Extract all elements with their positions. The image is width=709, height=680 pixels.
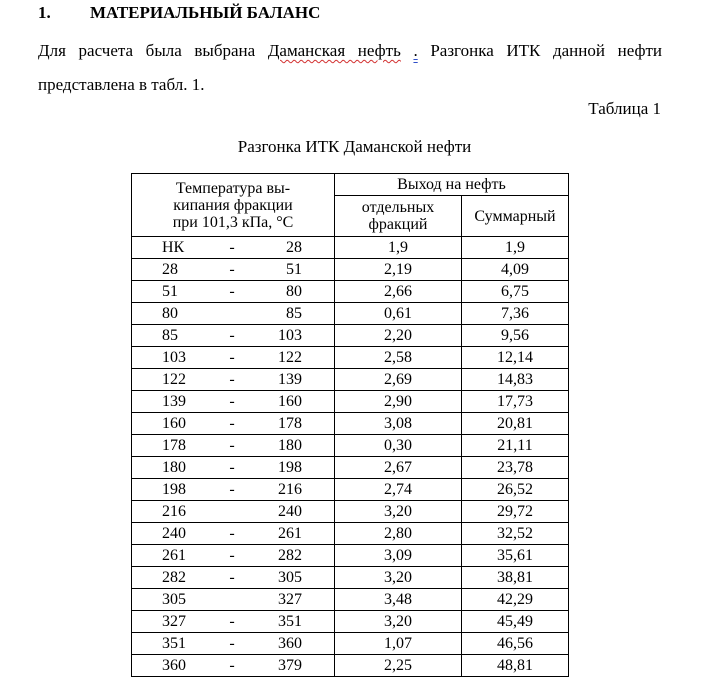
header-individual-line: отдельных [361, 199, 435, 216]
temp-from: 198 [162, 481, 186, 498]
header-total: Суммарный [462, 196, 569, 237]
temp-from: 305 [162, 591, 186, 608]
temp-to: 103 [278, 327, 302, 344]
temp-from: 122 [162, 371, 186, 388]
total-yield: 32,52 [462, 523, 569, 545]
temperature-range [132, 589, 335, 611]
individual-yield: 0,30 [335, 435, 462, 457]
section-heading [38, 3, 320, 23]
table-row [132, 347, 569, 369]
total-yield: 26,52 [462, 479, 569, 501]
temp-to: 180 [278, 437, 302, 454]
temperature-range [132, 347, 335, 369]
individual-yield: 2,58 [335, 347, 462, 369]
temp-from: 103 [162, 349, 186, 366]
total-yield: 1,9 [462, 237, 569, 259]
temperature-range [132, 523, 335, 545]
temp-from: 180 [162, 459, 186, 476]
temp-to: 178 [278, 415, 302, 432]
temp-to: 160 [278, 393, 302, 410]
temp-dash [222, 303, 242, 324]
table-row [132, 523, 569, 545]
temp-to: 51 [286, 261, 302, 278]
table-row [132, 303, 569, 325]
temp-to: 216 [278, 481, 302, 498]
individual-yield: 3,08 [335, 413, 462, 435]
table-number: Таблица 1 [588, 99, 661, 118]
header-temperature [132, 174, 335, 237]
temp-to: 282 [278, 547, 302, 564]
total-yield: 48,81 [462, 655, 569, 677]
intro-line-2: представлена в табл. 1. [38, 75, 205, 94]
temperature-range [132, 369, 335, 391]
temp-to: 122 [278, 349, 302, 366]
total-yield: 38,81 [462, 567, 569, 589]
table-row [132, 369, 569, 391]
temp-to: 379 [278, 657, 302, 674]
temp-to: 139 [278, 371, 302, 388]
temperature-range [132, 303, 335, 325]
temperature-range [132, 611, 335, 633]
temp-to: 305 [278, 569, 302, 586]
temp-dash: - [229, 525, 235, 542]
intro-line-1 [38, 34, 662, 68]
temp-to: 240 [278, 503, 302, 520]
temp-to: 327 [278, 591, 302, 608]
temp-dash: - [229, 481, 235, 498]
intro-dot: . [413, 41, 418, 60]
temperature-range [132, 567, 335, 589]
header-individual [335, 196, 462, 237]
temperature-range [132, 237, 335, 259]
table-row [132, 633, 569, 655]
temperature-range [132, 545, 335, 567]
individual-yield: 1,07 [335, 633, 462, 655]
temp-to: 360 [278, 635, 302, 652]
temp-from: 51 [162, 283, 178, 300]
temp-to: 28 [286, 239, 302, 256]
temp-from: 351 [162, 635, 186, 652]
total-yield: 7,36 [462, 303, 569, 325]
total-yield: 6,75 [462, 281, 569, 303]
table-row [132, 391, 569, 413]
table-row [132, 457, 569, 479]
oil-name: Даманская нефть [267, 41, 401, 60]
individual-yield: 3,48 [335, 589, 462, 611]
total-yield: 9,56 [462, 325, 569, 347]
temperature-range [132, 633, 335, 655]
temp-to: 85 [286, 305, 302, 322]
individual-yield: 2,66 [335, 281, 462, 303]
total-yield: 4,09 [462, 259, 569, 281]
individual-yield: 2,69 [335, 369, 462, 391]
temp-from: 160 [162, 415, 186, 432]
section-number: 1. [38, 3, 51, 22]
table-row [132, 479, 569, 501]
temp-dash: - [229, 635, 235, 652]
individual-yield: 3,09 [335, 545, 462, 567]
intro-paragraph [38, 34, 662, 102]
temp-from: 85 [162, 327, 178, 344]
temp-from: 139 [162, 393, 186, 410]
individual-yield: 2,74 [335, 479, 462, 501]
total-yield: 42,29 [462, 589, 569, 611]
temp-dash: - [229, 657, 235, 674]
temperature-range [132, 457, 335, 479]
intro-prefix: Для расчета была выбрана [38, 41, 268, 60]
temp-to: 351 [278, 613, 302, 630]
table-row [132, 567, 569, 589]
intro-suffix: Разгонка ИТК данной нефти [417, 41, 662, 60]
temp-dash: - [229, 569, 235, 586]
total-yield: 17,73 [462, 391, 569, 413]
individual-yield: 3,20 [335, 501, 462, 523]
temp-from: 178 [162, 437, 186, 454]
total-yield: 35,61 [462, 545, 569, 567]
table-row [132, 259, 569, 281]
header-temp-line: при 101,3 кПа, °С [172, 213, 294, 231]
total-yield: 12,14 [462, 347, 569, 369]
header-temp-line: кипания фракции [173, 196, 293, 214]
table-row [132, 545, 569, 567]
temp-dash [222, 501, 242, 522]
table-caption: Разгонка ИТК Даманской нефти [237, 137, 472, 156]
individual-yield: 1,9 [335, 237, 462, 259]
temp-dash: - [229, 415, 235, 432]
temperature-range [132, 413, 335, 435]
temp-dash: - [229, 371, 235, 388]
table-row [132, 237, 569, 259]
temp-dash: - [229, 349, 235, 366]
temperature-range [132, 479, 335, 501]
table-row [132, 435, 569, 457]
temp-dash: - [229, 547, 235, 564]
temp-dash: - [229, 613, 235, 630]
temp-dash: - [229, 437, 235, 454]
individual-yield: 2,80 [335, 523, 462, 545]
intro-space [401, 41, 414, 60]
total-yield: 45,49 [462, 611, 569, 633]
temperature-range [132, 281, 335, 303]
table-row [132, 655, 569, 677]
individual-yield: 2,67 [335, 457, 462, 479]
temp-from: 360 [162, 657, 186, 674]
temp-dash: - [229, 393, 235, 410]
individual-yield: 2,19 [335, 259, 462, 281]
temp-to: 198 [278, 459, 302, 476]
temp-dash: - [229, 327, 235, 344]
temperature-range [132, 259, 335, 281]
table-row [132, 589, 569, 611]
header-yield: Выход на нефть [335, 174, 569, 196]
temp-from: 80 [162, 305, 178, 322]
table-row [132, 281, 569, 303]
temp-dash: - [229, 239, 235, 256]
temperature-range [132, 501, 335, 523]
header-individual-line: фракций [368, 216, 428, 233]
header-temp-line: Температура вы- [175, 179, 291, 197]
total-yield: 29,72 [462, 501, 569, 523]
distillation-table [131, 173, 569, 677]
table-row [132, 611, 569, 633]
table-row [132, 413, 569, 435]
temp-from: 327 [162, 613, 186, 630]
temp-from: 216 [162, 503, 186, 520]
total-yield: 21,11 [462, 435, 569, 457]
temperature-range [132, 435, 335, 457]
total-yield: 20,81 [462, 413, 569, 435]
temp-to: 80 [286, 283, 302, 300]
temp-from: 240 [162, 525, 186, 542]
total-yield: 23,78 [462, 457, 569, 479]
temperature-range [132, 325, 335, 347]
individual-yield: 2,90 [335, 391, 462, 413]
individual-yield: 3,20 [335, 567, 462, 589]
temp-from: 261 [162, 547, 186, 564]
temp-dash: - [229, 459, 235, 476]
temperature-range [132, 391, 335, 413]
table-row [132, 501, 569, 523]
temp-dash [222, 589, 242, 610]
section-title: МАТЕРИАЛЬНЫЙ БАЛАНС [90, 3, 321, 22]
temp-from: 282 [162, 569, 186, 586]
individual-yield: 0,61 [335, 303, 462, 325]
temp-to: 261 [278, 525, 302, 542]
temp-from: НК [162, 239, 185, 256]
total-yield: 14,83 [462, 369, 569, 391]
individual-yield: 2,20 [335, 325, 462, 347]
individual-yield: 2,25 [335, 655, 462, 677]
total-yield: 46,56 [462, 633, 569, 655]
individual-yield: 3,20 [335, 611, 462, 633]
temperature-range [132, 655, 335, 677]
temp-from: 28 [162, 261, 178, 278]
table-row [132, 325, 569, 347]
temp-dash: - [229, 261, 235, 278]
temp-dash: - [229, 283, 235, 300]
